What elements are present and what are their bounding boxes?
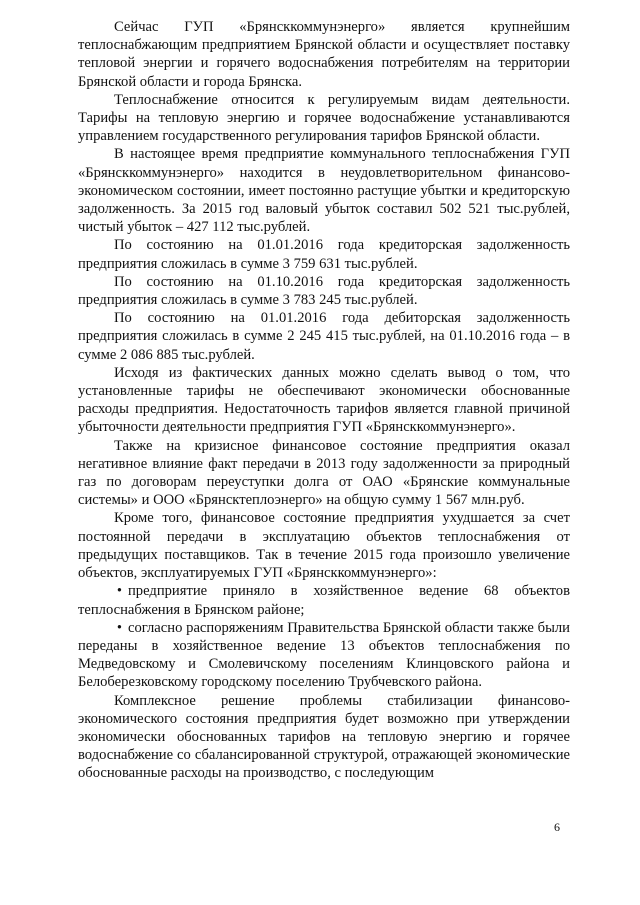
paragraph-9: Кроме того, финансовое состояние предприятия ухудшается за счет постоянной передачи в эксплуатацию объектов теплоснабжения от предыдущих поставщиков. Так в течение 2015 года произошло увеличение объектов, эксплуатируемых ГУП «Брянсккоммунэнерго»: — [78, 510, 570, 582]
paragraph-6: По состоянию на 01.01.2016 года дебиторская задолженность предприятия сложилась в сумме 2 245 415 тыс.рублей, на 01.10.2016 года – в сумме 2 086 885 тыс.рублей. — [78, 310, 570, 363]
paragraph-5: По состоянию на 01.10.2016 года кредиторская задолженность предприятия сложилась в сумме 3 783 245 тыс.рублей. — [78, 273, 570, 309]
bullet-text-1: предприятие приняло в хозяйственное ведение 68 объектов теплоснабжения в Брянском районе; — [78, 583, 570, 618]
body-text — [78, 18, 570, 783]
paragraph-3: В настоящее время предприятие коммунального теплоснабжения ГУП «Брянсккоммунэнерго» находится в неудовлетворительном финансово-экономическом состоянии, имеет постоянно растущие убытки и кредиторскую задолженность. За 2015 год валовый убыток составил 502 521 тыс.рублей, чистый убыток – 427 112 тыс.рублей. — [78, 146, 570, 236]
page-number: 6 — [554, 820, 560, 834]
paragraph-final: Комплексное решение проблемы стабилизации финансово-экономического состояния предприятия будет возможно при утверждении экономически обоснованных тарифов на тепловую энергию и горячее водоснабжение со сбалансированной структурой, отражающей экономические обоснованные расходы на производство, с последующим — [78, 692, 570, 782]
paragraph-7: Исходя из фактических данных можно сделать вывод о том, что установленные тарифы не обеспечивают экономически обоснованные расходы предприятия. Недостаточность тарифов является главной причиной убыточности деятельности предприятия ГУП «Брянсккоммунэнерго». — [78, 364, 570, 436]
bullet-item-1 — [78, 582, 570, 618]
bullet-icon: • — [116, 583, 122, 600]
paragraph-8: Также на кризисное финансовое состояние предприятия оказал негативное влияние факт передачи в 2013 году задолженности за природный газ по договорам переуступки долга от ОАО «Брянские коммунальные системы» и ООО «Брянсктеплоэнерго» на общую сумму 1 567 млн.руб. — [78, 437, 570, 509]
bullet-item-2 — [78, 619, 570, 692]
paragraph-4: По состоянию на 01.01.2016 года кредиторская задолженность предприятия сложилась в сумме 3 759 631 тыс.рублей. — [78, 237, 570, 272]
paragraph-1: Сейчас ГУП «Брянсккоммунэнерго» является крупнейшим теплоснабжающим предприятием Брянской области и осуществляет поставку тепловой энергии и горячего водоснабжения потребителям на территории Брянской области и города Брянска. — [78, 19, 570, 90]
bullet-icon: • — [116, 619, 122, 636]
bullet-text-2: согласно распоряжениям Правительства Брянской области также были переданы в хозяйственное ведение 13 объектов теплоснабжения по Медведовскому и Смолевичскому поселениям Клинцовского района и Белоберезковскому городскому поселению Трубчевского района. — [78, 619, 570, 691]
paragraph-2: Теплоснабжение относится к регулируемым видам деятельности. Тарифы на тепловую энергию и горячее водоснабжение устанавливаются управлением государственного регулирования тарифов Брянской области. — [78, 91, 570, 145]
